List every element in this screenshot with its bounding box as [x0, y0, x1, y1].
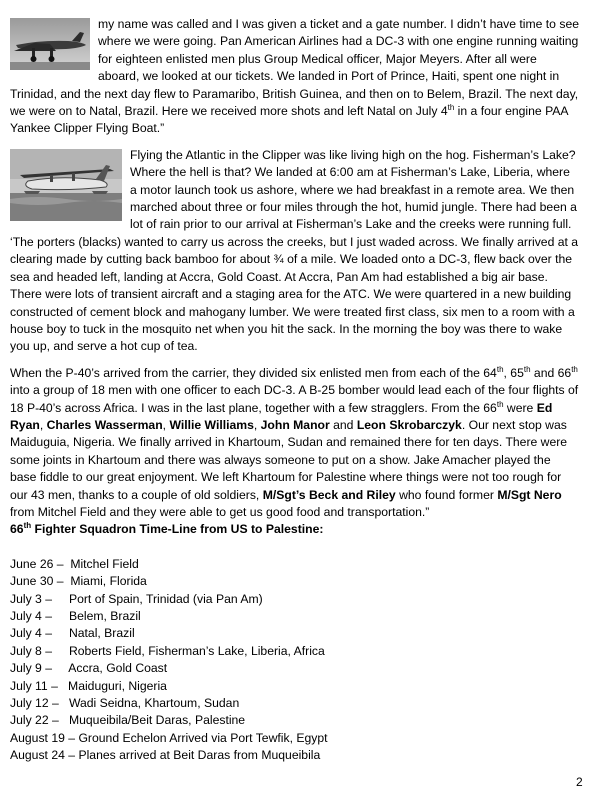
timeline-item [10, 643, 580, 660]
name-john-manor: John Manor [260, 417, 330, 432]
timeline-separator: – [64, 730, 79, 745]
timeline-date: July 8 [10, 643, 42, 658]
timeline-separator: – [64, 748, 79, 763]
document-page [10, 16, 580, 764]
paragraph-1-text-b: in a four engine PAA Yankee Clipper Flying Boat.” [10, 104, 568, 136]
timeline-date: June 26 [10, 556, 54, 571]
timeline-separator: – [41, 591, 69, 606]
timeline-separator: – [41, 626, 69, 641]
timeline-separator: – [48, 713, 69, 728]
separator: , [162, 417, 170, 432]
timeline-separator: – [48, 695, 69, 710]
timeline-separator: – [41, 643, 69, 658]
timeline-date: July 9 [10, 661, 42, 676]
timeline-place: Belem, Brazil [68, 608, 141, 623]
paragraph-1-text-a: my name was called and I was given a ticket and a gate number. I didn’t have time to see where we were going. Pan American Airlines had a DC-3 with one engine running waiting for eighteen enlisted men plus Group Medical officer, Major Meyers. After all were aboard, we looked at our tickets. We landed in Port of Prince, Haiti, spent one night in Trinidad, and the next day flew to Paramaribo, British Guinea, and then on to Belem, Brazil. The next day, we were on to Natal, Brazil. Here we received more shots and left Natal on July 4 [10, 17, 579, 119]
superscript: th [496, 364, 504, 374]
timeline-separator: – [53, 556, 71, 571]
timeline-date: July 22 [10, 713, 49, 728]
separator: and [329, 417, 357, 432]
superscript: th [23, 521, 32, 531]
timeline-place: Accra, Gold Coast [68, 661, 168, 676]
name-beck-and-riley: M/Sgt’s Beck and Riley [262, 487, 396, 502]
timeline-separator: – [53, 574, 71, 589]
paragraph-3-text: were [503, 400, 537, 415]
superscript: th [447, 102, 455, 112]
name-ed-ryan: Ed Ryan [10, 400, 553, 432]
paragraph-3-text: who found former [395, 487, 498, 502]
flying-boat-photo [10, 149, 122, 221]
timeline-item [10, 591, 580, 608]
timeline-place: Natal, Brazil [68, 626, 135, 641]
name-nero: M/Sgt Nero [497, 487, 562, 502]
timeline-item [10, 678, 580, 695]
timeline-place: Roberts Field, Fisherman’s Lake, Liberia, Africa [68, 643, 325, 658]
paragraph-2-text-b: we had breakfast in a remote area. We then marched about three or four miles through the hot, humid jungle. There had been a lot of rain prior to our arrival at Fisherman’s Lake and the creeks were running full. ‘The porters (blacks) wanted to carry us across the creeks, but I just waded across. We finally arrived at a clearing made by cutting back bamboo for about ¾ of a mile. We loaded onto a DC-3, flew back over the sea and headed left, landing at Accra, Gold Coast. At Accra, Pan Am had established a big air base. There were lots of transient aircraft and a staging area for the ATC. We were quartered in a new building constructed of cement block and mahogany lumber. We were treated first class, six men to a room with a house boy to tuck in the mosquito net when you hit the sack. In the morning the boy was there to wake you up, and serve a hot cup of tea. [10, 182, 579, 354]
paragraph-3-text: When the P-40’s arrived from the carrier, they divided six enlisted men from each of the 64 [10, 365, 497, 380]
paragraph-3-text: into a group of 18 men with one officer to each DC-3. A B-25 bomber would lead each of the four flights of 18 P-40’s across Africa. I was in the last plane, together with a few stragglers. From the 66 [10, 383, 579, 415]
paragraph-3-text: , 65 [503, 365, 524, 380]
name-charles-wasserman: Charles Wasserman [46, 417, 163, 432]
timeline-date: June 30 [10, 574, 54, 589]
timeline-item [10, 556, 580, 573]
paragraph-3 [10, 365, 580, 522]
page-number: 2 [576, 775, 583, 789]
timeline-date: August 24 [10, 748, 65, 763]
timeline-place: Maiduguri, Nigeria [68, 678, 167, 693]
timeline-date: July 4 [10, 626, 42, 641]
timeline-heading [10, 521, 580, 538]
timeline-date: July 4 [10, 608, 42, 623]
paragraph-3-text: and 66 [530, 365, 572, 380]
separator: , [253, 417, 261, 432]
timeline-place: Wadi Seidna, Khartoum, Sudan [68, 695, 240, 710]
separator: , [39, 417, 47, 432]
timeline-item [10, 608, 580, 625]
dc3-airplane-photo [10, 18, 90, 70]
paragraph-1 [10, 16, 580, 138]
heading-number: 66 [10, 522, 24, 537]
timeline-date: August 19 [10, 730, 65, 745]
timeline-date: July 11 [10, 678, 48, 693]
timeline-place: Mitchel Field [70, 556, 139, 571]
timeline-item [10, 573, 580, 590]
timeline-item [10, 747, 580, 764]
heading-text: Fighter Squadron Time-Line from US to Palestine: [31, 522, 324, 537]
timeline-place: Port of Spain, Trinidad (via Pan Am) [68, 591, 263, 606]
timeline-place: Ground Echelon Arrived via Port Tewfik, Egypt [78, 730, 328, 745]
paragraph-2 [10, 147, 580, 356]
timeline-date: July 3 [10, 591, 42, 606]
superscript: th [496, 399, 504, 409]
timeline-date: July 12 [10, 695, 49, 710]
timeline-item [10, 695, 580, 712]
paragraph-3-text: from Mitchel Field and they were able to get us good food and transportation.” [10, 504, 430, 519]
timeline-place: Muqueibila/Beit Daras, Palestine [68, 713, 246, 728]
name-leon-skrobarczyk: Leon Skrobarczyk [356, 417, 462, 432]
superscript: th [571, 364, 578, 374]
timeline-item [10, 660, 580, 677]
timeline-list [10, 556, 580, 765]
timeline-item [10, 625, 580, 642]
paragraph-3-text: . Our next stop was Maiduguia, Nigeria. We finally arrived in Khartoum, Sudan and remained there for ten days. There were some joints in Khartoum and there was always someone to put on a show. Jake Amacher played the base fiddle to our great enjoyment. We left Khartoum for Palestine where things were not too rough for our 43 men, thanks to a couple of old soldiers, [10, 417, 568, 502]
timeline-item [10, 712, 580, 729]
timeline-separator: – [47, 678, 69, 693]
timeline-place: Planes arrived at Beit Daras from Muqueibila [78, 748, 321, 763]
timeline-separator: – [41, 661, 69, 676]
paragraph-2-text-a: Flying the Atlantic in the Clipper was like living high on the hog. Fisherman’s Lake? Where the hell is that? We landed at 6:00 am at Fisherman’s Lake, Liberia, where a motor launch took us ashore, where [130, 147, 576, 197]
timeline-item [10, 730, 580, 747]
name-willie-williams: Willie Williams [169, 417, 254, 432]
timeline-separator: – [41, 608, 69, 623]
timeline-place: Miami, Florida [70, 574, 147, 589]
superscript: th [523, 364, 531, 374]
